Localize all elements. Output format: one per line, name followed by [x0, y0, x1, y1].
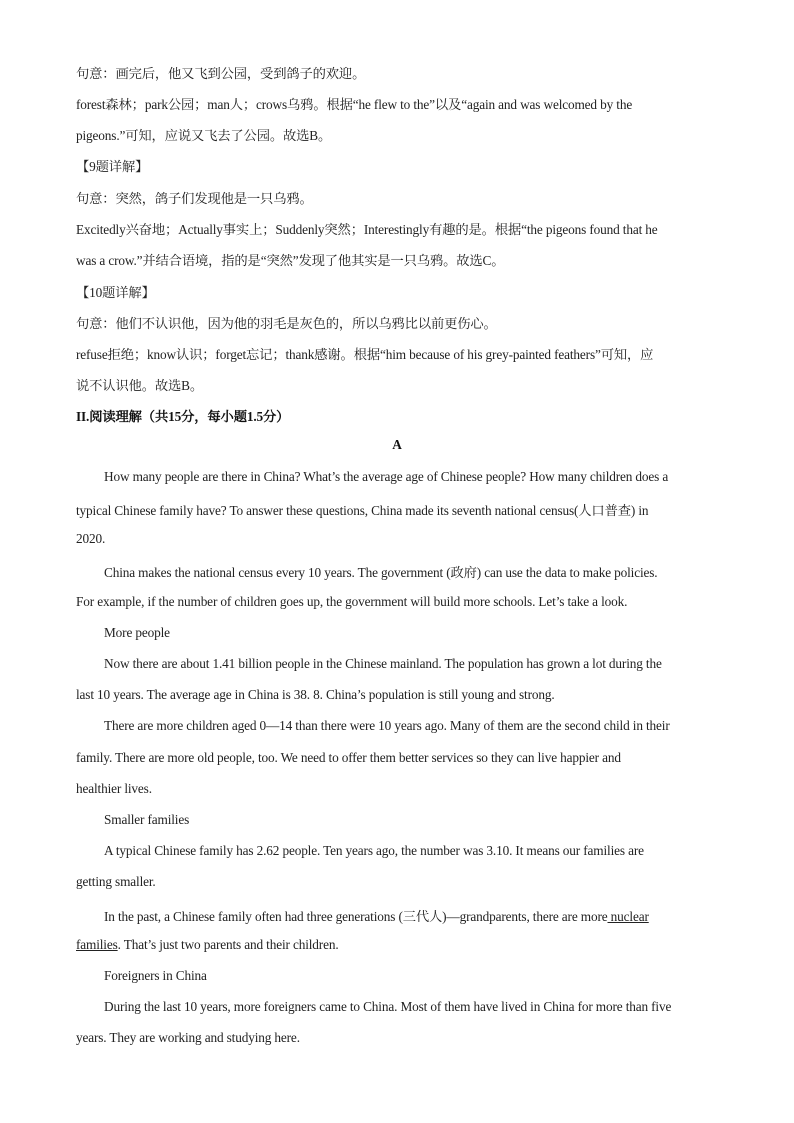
passage-p3-line-2: last 10 years. The average age in China is 38. 8. China’s population is still young and strong.: [76, 687, 555, 702]
passage-label: A: [392, 437, 402, 452]
q9-explanation-line-1: Excitedly兴奋地；Actually事实上；Suddenly突然；Interestingly有趣的是。根据“the pigeons found that he: [76, 222, 658, 237]
passage-p2-line-2: For example, if the number of children goes up, the government will build more schools. Let’s take a look.: [76, 594, 628, 609]
passage-p1-line-2: typical Chinese family have? To answer these questions, China made its seventh national census(人口普查) in: [76, 503, 649, 518]
q8-meaning: 句意：画完后，他又飞到公园，受到鸽子的欢迎。: [76, 66, 366, 81]
passage-p7-line-2: years. They are working and studying here.: [76, 1030, 300, 1045]
passage-p1-line-1: How many people are there in China? What’s the average age of Chinese people? How many children does a: [104, 469, 669, 484]
passage-p7-line-1: During the last 10 years, more foreigners came to China. Most of them have lived in China for more than five: [104, 999, 672, 1014]
passage-p6-text: In the past, a Chinese family often had three generations (三代人)—grandparents, there are more: [104, 909, 608, 924]
passage-p1-line-3: 2020.: [76, 531, 106, 546]
passage-p5-line-1: A typical Chinese family has 2.62 people. Ten years ago, the number was 3.10. It means our families are: [104, 843, 644, 858]
passage-p4-line-2: family. There are more old people, too. We need to offer them better services so they can live happier and: [76, 750, 621, 765]
subheading-more-people: More people: [104, 625, 170, 640]
q10-meaning: 句意：他们不认识他，因为他的羽毛是灰色的，所以乌鸦比以前更伤心。: [76, 316, 497, 331]
section-title: II.阅读理解（共15分，每小题1.5分）: [76, 409, 290, 424]
q10-explanation-line-1: refuse拒绝；know认识；forget忘记；thank感谢。根据“him because of his grey-painted feathers”可知，应: [76, 347, 654, 362]
q10-explanation-line-2: 说不认识他。故选B。: [76, 378, 204, 393]
passage-p2-line-1: China makes the national census every 10 years. The government (政府) can use the data to make policies.: [104, 565, 658, 580]
underlined-families: families: [76, 937, 118, 952]
passage-p6-line-2: [76, 937, 339, 953]
passage-p6-line-1: [104, 906, 649, 925]
underlined-nuclear: nuclear: [607, 909, 649, 924]
subheading-smaller-families: Smaller families: [104, 812, 190, 827]
q8-explanation-line-2: pigeons.”可知，应说又飞去了公园。故选B。: [76, 128, 332, 143]
passage-p4-line-3: healthier lives.: [76, 781, 152, 796]
q8-explanation-line-1: forest森林；park公园；man人；crows乌鸦。根据“he flew to the”以及“again and was welcomed by the: [76, 97, 633, 112]
passage-p6-text-end: . That’s just two parents and their children.: [117, 937, 339, 952]
passage-p5-line-2: getting smaller.: [76, 874, 156, 889]
q9-heading: 【9题详解】: [76, 159, 149, 174]
passage-p3-line-1: Now there are about 1.41 billion people in the Chinese mainland. The population has grown a lot during the: [104, 656, 662, 671]
q9-meaning: 句意：突然，鸽子们发现他是一只乌鸦。: [76, 191, 313, 206]
q9-explanation-line-2: was a crow.”并结合语境，指的是“突然”发现了他其实是一只乌鸦。故选C。: [76, 253, 505, 268]
subheading-foreigners: Foreigners in China: [104, 968, 207, 983]
q10-heading: 【10题详解】: [76, 285, 155, 300]
passage-p4-line-1: There are more children aged 0—14 than there were 10 years ago. Many of them are the second child in their: [104, 718, 670, 733]
